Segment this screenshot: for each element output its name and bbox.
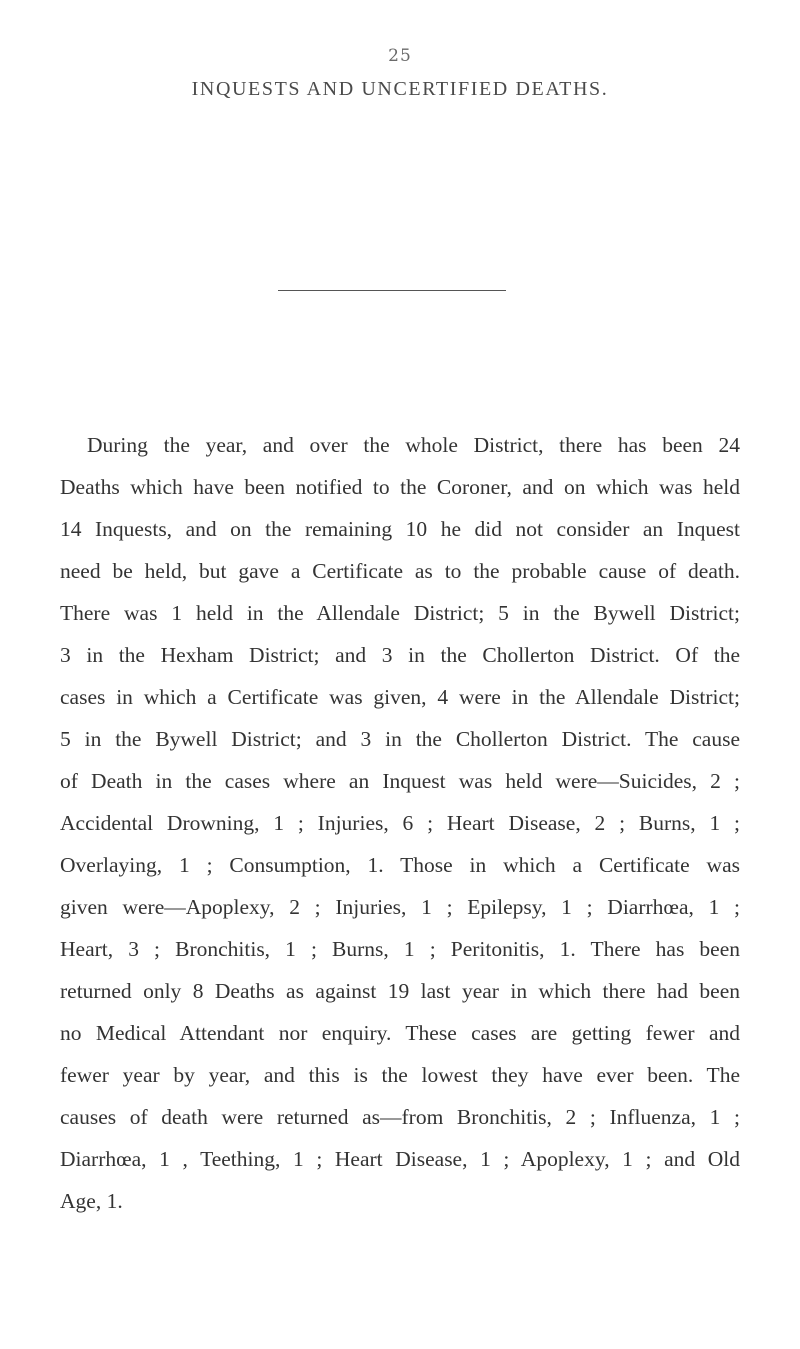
paragraph-line: Overlaying, 1 ; Consumption, 1. Those in which a Certificate was — [60, 853, 740, 877]
paragraph-line: of Death in the cases where an Inquest was held were—Suicides, 2 ; — [60, 769, 740, 793]
page-number: 25 — [388, 46, 412, 66]
paragraph-line: no Medical Attendant nor enquiry. These cases are getting fewer and — [60, 1021, 740, 1045]
paragraph-line: 5 in the Bywell District; and 3 in the Chollerton District. The cause — [60, 727, 740, 751]
paragraph-line: During the year, and over the whole District, there has been 24 — [87, 433, 740, 457]
paragraph-line: 14 Inquests, and on the remaining 10 he did not consider an Inquest — [60, 517, 740, 541]
paragraph-line: Age, 1. — [60, 1189, 123, 1213]
paragraph-line: Accidental Drowning, 1 ; Injuries, 6 ; Heart Disease, 2 ; Burns, 1 ; — [60, 811, 740, 835]
paragraph-line: causes of death were returned as—from Bronchitis, 2 ; Influenza, 1 ; — [60, 1105, 740, 1129]
paragraph-line: need be held, but gave a Certificate as to the probable cause of death. — [60, 559, 740, 583]
paragraph-line: cases in which a Certificate was given, 4 were in the Allendale District; — [60, 685, 740, 709]
paragraph-line: Heart, 3 ; Bronchitis, 1 ; Burns, 1 ; Peritonitis, 1. There has been — [60, 937, 740, 961]
paragraph-line: There was 1 held in the Allendale District; 5 in the Bywell District; — [60, 601, 740, 625]
paragraph-line: Diarrhœa, 1 , Teething, 1 ; Heart Disease, 1 ; Apoplexy, 1 ; and Old — [60, 1147, 740, 1171]
paragraph-line: given were—Apoplexy, 2 ; Injuries, 1 ; Epilepsy, 1 ; Diarrhœa, 1 ; — [60, 895, 740, 919]
section-title: INQUESTS AND UNCERTIFIED DEATHS. — [191, 78, 609, 100]
paragraph-line: returned only 8 Deaths as against 19 last year in which there had been — [60, 979, 740, 1003]
title-divider-rule — [278, 290, 506, 291]
paragraph-line: fewer year by year, and this is the lowest they have ever been. The — [60, 1063, 740, 1087]
paragraph-line: 3 in the Hexham District; and 3 in the Chollerton District. Of the — [60, 643, 740, 667]
body-paragraph — [60, 424, 740, 1222]
paragraph-line: Deaths which have been notified to the Coroner, and on which was held — [60, 475, 740, 499]
